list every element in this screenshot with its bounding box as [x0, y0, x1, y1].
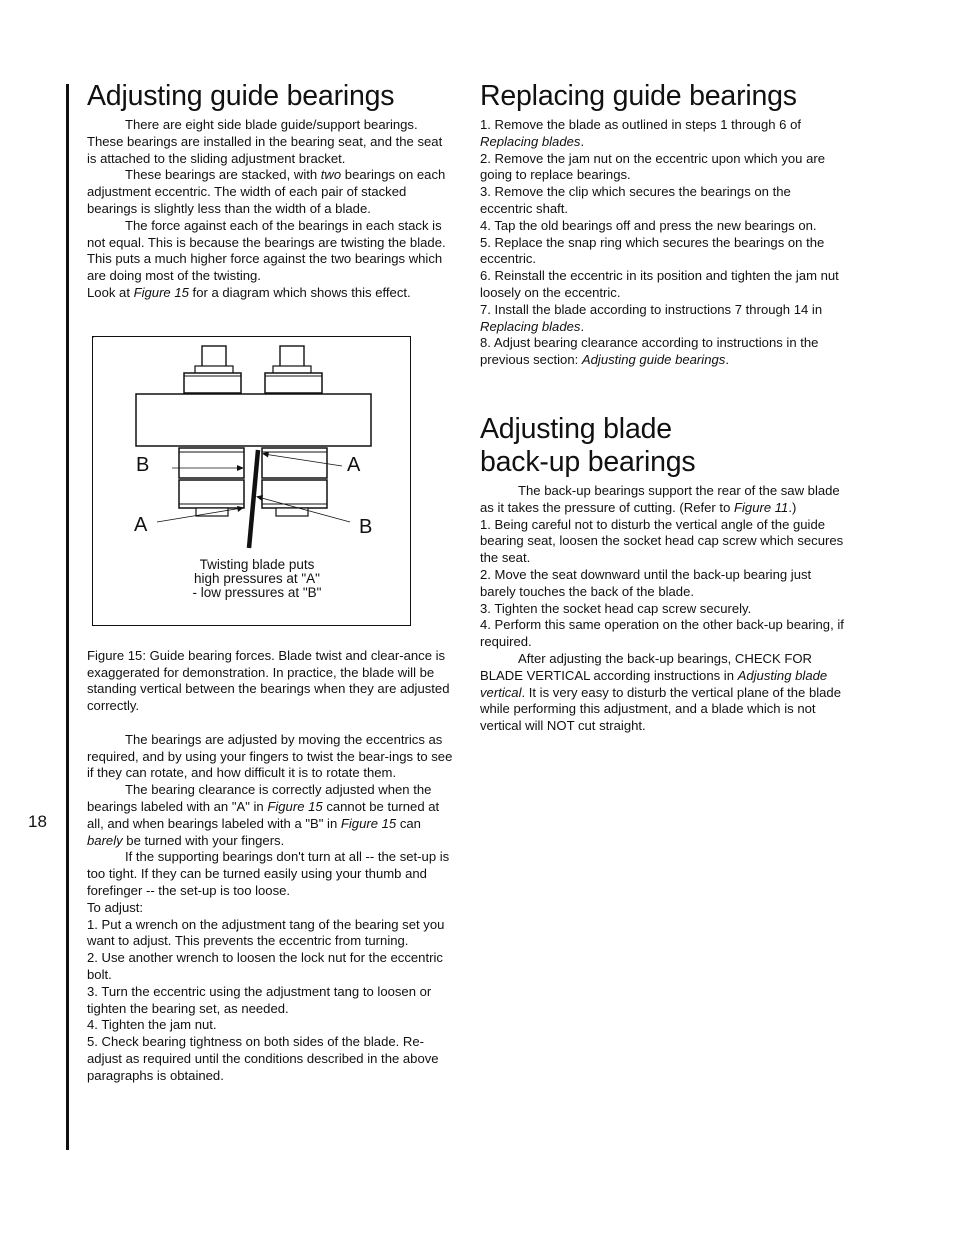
paragraph: The bearings are adjusted by moving the eccentrics as required, and by using your fingers to twist the bear-ings to see if they can rotate, and how difficult it is to rotate them. [87, 731, 453, 781]
left-column [87, 80, 453, 1084]
section-title-replacing-guide-bearings: Replacing guide bearings [480, 80, 797, 112]
paragraph: The force against each of the bearings in each stack is not equal. This is because the bearings are twisting the blade. This puts a much higher force against the two bearings which are doing most of the twisting. [87, 217, 446, 284]
paragraph: The bearing clearance is correctly adjusted when the bearings labeled with an "A" in Figure 15 cannot be turned at all, and when bearings labeled with a "B" in Figure 15 can barely be turned with your fingers. [87, 782, 440, 848]
list-item: 2. Move the seat downward until the back-up bearing just barely touches the back of the blade. [480, 566, 812, 599]
paragraph: There are eight side blade guide/support bearings. These bearings are installed in the bearing seat, and the seat is attached to the sliding adjustment bracket. [87, 117, 443, 166]
paragraph: After adjusting the back-up bearings, CHECK FOR BLADE VERTICAL according instructions in Adjusting blade vertical. It is very easy to disturb the vertical plane of the blade while performing this adjustment, and a blade which is not vertical will NOT cut straight. [480, 650, 841, 734]
paragraph: If the supporting bearings don't turn at all -- the set-up is too tight. If they can be turned easily using your thumb and forefinger -- the set-up is too loose. [87, 849, 450, 898]
paragraph: These bearings are stacked, with two bearings on each adjustment eccentric. The width of each pair of stacked bearings is slightly less than the width of a blade. [87, 167, 446, 216]
right-column [480, 80, 845, 735]
list-item: 1. Being careful not to disturb the vertical angle of the guide bearing seat, loosen the socket head cap screw which secures the seat. [480, 516, 844, 566]
label-b-left: B [136, 453, 150, 476]
list-item: 6. Reinstall the eccentric in its position and tighten the jam nut loosely on the eccentric. [480, 268, 839, 300]
list-item: 4. Tighten the jam nut. [87, 1017, 217, 1033]
figure-caption: Figure 15: Guide bearing forces. Blade twist and clear-ance is exaggerated for demonstration. In practice, the blade will be standing vertical between the bearings when they are adjusted correctly. [87, 647, 450, 714]
list-item: 3. Tighten the socket head cap screw securely. [480, 600, 752, 616]
list-item: 5. Replace the snap ring which secures the bearings on the eccentric. [480, 234, 825, 267]
figure-annotation: Twisting blade puts high pressures at "A" - low pressures at "B" [192, 556, 322, 600]
list-item: 1. Remove the blade as outlined in steps 1 through 6 of Replacing blades. [480, 117, 802, 149]
label-a-right: A [347, 453, 361, 476]
paragraph: Look at Figure 15 for a diagram which shows this effect. [87, 284, 411, 300]
list-item: 4. Perform this same operation on the other back-up bearing, if required. [480, 617, 844, 650]
paragraph: The back-up bearings support the rear of the saw blade as it takes the pressure of cutting. (Refer to Figure 11.) [480, 482, 840, 515]
list-item: 7. Install the blade according to instructions 7 through 14 in Replacing blades. [480, 301, 823, 334]
figure-15-diagram [92, 330, 412, 628]
list-item: 4. Tap the old bearings off and press the new bearings on. [480, 217, 817, 233]
stray-dot: . [92, 330, 95, 340]
list-item: 5. Check bearing tightness on both sides of the blade. Re-adjust as required until the conditions described in the above paragraphs is obtained. [87, 1034, 439, 1083]
list-item: 2. Remove the jam nut on the eccentric upon which you are going to replace bearings. [480, 150, 825, 183]
list-item: 1. Put a wrench on the adjustment tang of the bearing set you want to adjust. This prevents the eccentric from turning. [87, 916, 445, 949]
label-b-right: B [359, 515, 373, 538]
page-number: 18 [28, 812, 47, 831]
label-a-left: A [134, 513, 148, 536]
list-item: 8. Adjust bearing clearance according to instructions in the previous section: Adjusting guide bearings. [480, 335, 819, 368]
section-title-adjusting-backup-bearings: Adjusting blade back-up bearings [480, 412, 696, 478]
margin-rule [66, 84, 69, 1150]
list-item: 2. Use another wrench to loosen the lock nut for the eccentric bolt. [87, 950, 443, 982]
list-item: 3. Remove the clip which secures the bearings on the eccentric shaft. [480, 184, 791, 216]
list-item: 3. Turn the eccentric using the adjustment tang to loosen or tighten the bearing set, as needed. [87, 983, 432, 1016]
section-title-adjusting-guide-bearings: Adjusting guide bearings [87, 80, 395, 112]
to-adjust-label: To adjust: [87, 899, 144, 915]
